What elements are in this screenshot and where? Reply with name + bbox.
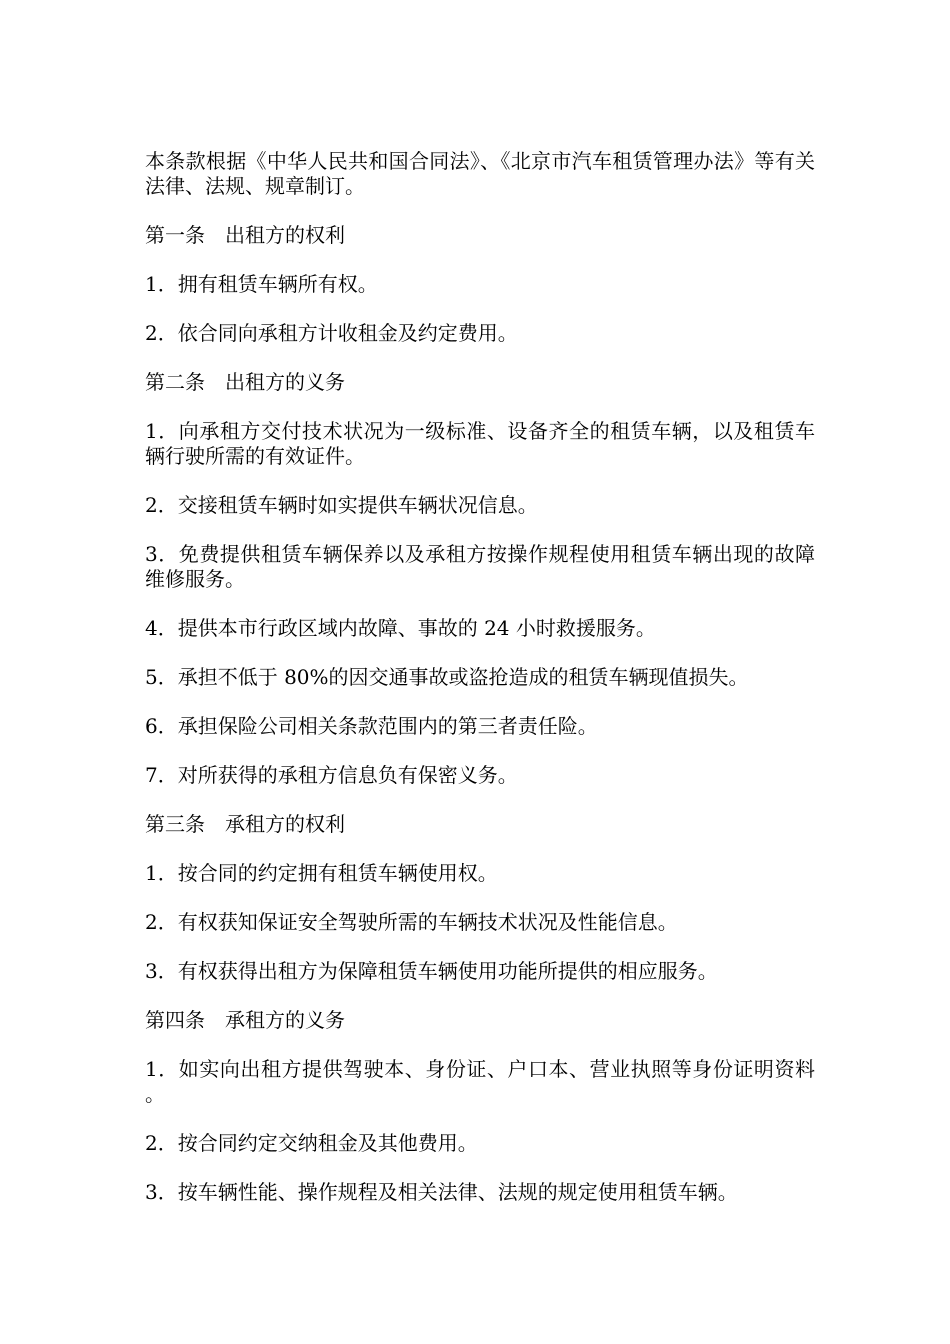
clause-item: 1．向承租方交付技术状况为一级标准、设备齐全的租赁车辆，以及租赁车辆行驶所需的有效证件。 <box>145 419 815 468</box>
section-heading: 第二条 出租方的义务 <box>145 370 345 394</box>
section-heading: 第三条 承租方的权利 <box>145 812 345 836</box>
clause-item: 7．对所获得的承租方信息负有保密义务。 <box>145 763 518 787</box>
clause-item: 6．承担保险公司相关条款范围内的第三者责任险。 <box>145 714 598 738</box>
clause-item: 1．按合同的约定拥有租赁车辆使用权。 <box>145 861 498 885</box>
clause-item: 3．有权获得出租方为保障租赁车辆使用功能所提供的相应服务。 <box>145 959 718 983</box>
clause-item: 1．拥有租赁车辆所有权。 <box>145 272 378 296</box>
document-body <box>145 149 815 1229</box>
intro-paragraph: 本条款根据《中华人民共和国合同法》、《北京市汽车租赁管理办法》等有关法律、法规、规章制订。 <box>145 149 815 198</box>
clause-item: 2．有权获知保证安全驾驶所需的车辆技术状况及性能信息。 <box>145 910 678 934</box>
clause-item: 4．提供本市行政区域内故障、事故的 24 小时救援服务。 <box>145 616 656 640</box>
clause-item: 2．交接租赁车辆时如实提供车辆状况信息。 <box>145 493 538 517</box>
clause-item: 2．按合同约定交纳租金及其他费用。 <box>145 1131 478 1155</box>
clause-item: 1．如实向出租方提供驾驶本、身份证、户口本、营业执照等身份证明资料。 <box>145 1057 815 1106</box>
clause-item: 3．按车辆性能、操作规程及相关法律、法规的规定使用租赁车辆。 <box>145 1180 738 1204</box>
section-heading: 第四条 承租方的义务 <box>145 1008 345 1032</box>
section-heading: 第一条 出租方的权利 <box>145 223 345 247</box>
clause-item: 5．承担不低于 80%的因交通事故或盗抢造成的租赁车辆现值损失。 <box>145 665 749 689</box>
clause-item: 2．依合同向承租方计收租金及约定费用。 <box>145 321 518 345</box>
clause-item: 3．免费提供租赁车辆保养以及承租方按操作规程使用租赁车辆出现的故障维修服务。 <box>145 542 815 591</box>
